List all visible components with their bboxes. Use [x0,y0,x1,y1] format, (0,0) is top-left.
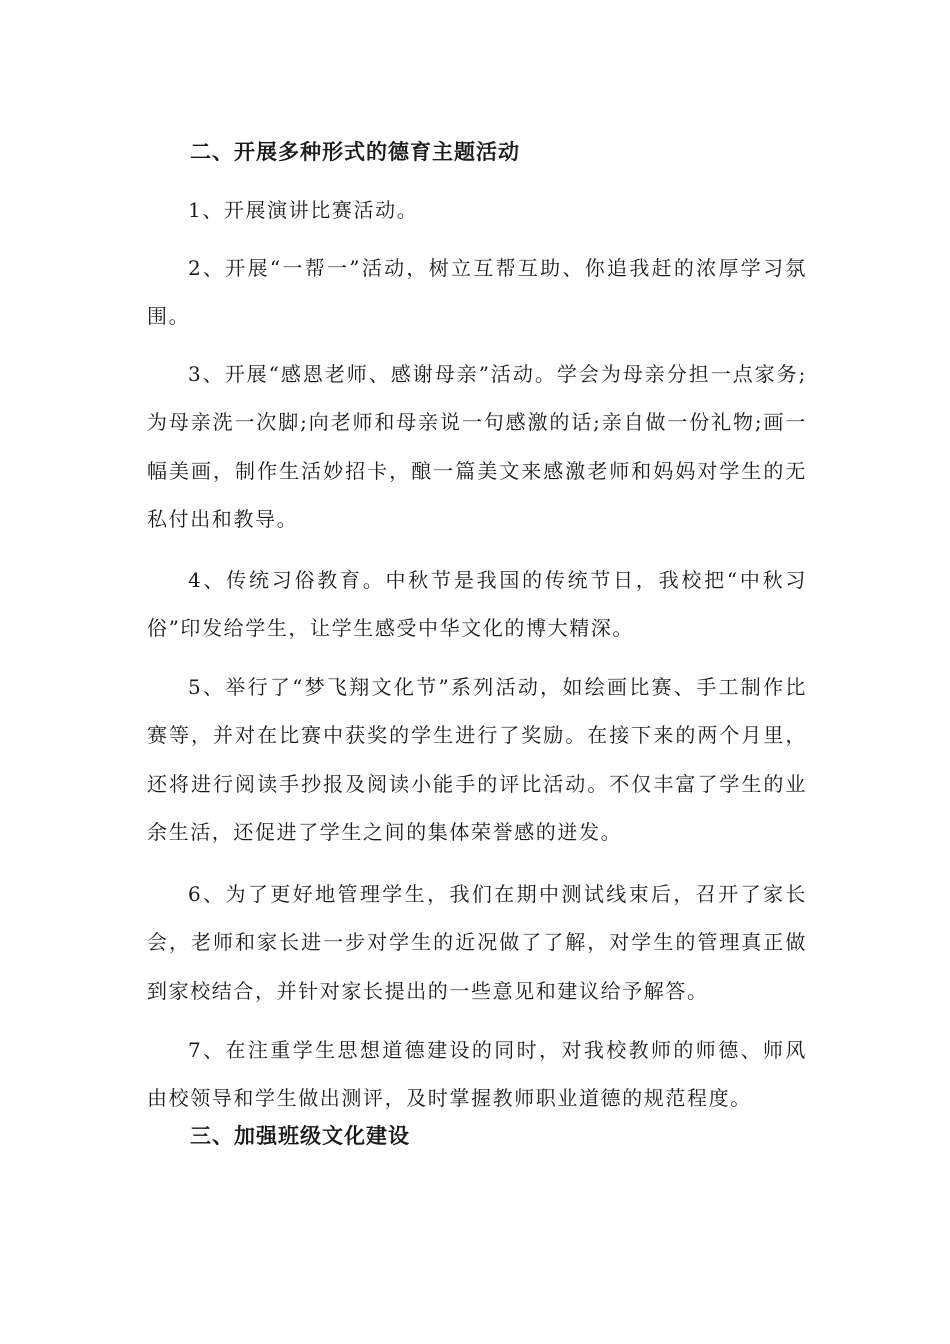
list-item-7: 7、在注重学生思想道德建设的同时，对我校教师的师德、师风由校领导和学生做出测评，及时掌握教师职业道德的规范程度。 [147,1038,807,1111]
list-item-5: 5、举行了“梦飞翔文化节”系列活动，如绘画比赛、手工制作比赛等，并对在比赛中获奖的学生进行了奖励。在接下来的两个月里，还将进行阅读手抄报及阅读小能手的评比活动。不仅丰富了学生的业余生活，还促进了学生之间的集体荣誉感的迸发。 [147,675,807,845]
section-three-heading: 三、加强班级文化建设 [190,1123,410,1148]
list-item-2: 2、开展“一帮一”活动，树立互帮互助、你追我赶的浓厚学习氛围。 [147,256,807,329]
list-item-1: 1、开展演讲比赛活动。 [188,198,419,222]
list-item-3: 3、开展“感恩老师、感谢母亲”活动。学会为母亲分担一点家务;为母亲洗一次脚;向老师和母亲说一句感激的话;亲自做一份礼物;画一幅美画，制作生活妙招卡，酿一篇美文来感激老师和妈妈对学生的无私付出和教导。 [147,362,807,532]
list-item-6: 6、为了更好地管理学生，我们在期中测试线束后，召开了家长会，老师和家长进一步对学生的近况做了了解，对学生的管理真正做到家校结合，并针对家长提出的一些意见和建议给予解答。 [147,882,807,1003]
section-two-heading: 二、开展多种形式的德育主题活动 [190,139,520,164]
list-item-4: 4、传统习俗教育。中秋节是我国的传统节日，我校把“中秋习俗”印发给学生，让学生感受中华文化的博大精深。 [147,568,807,641]
